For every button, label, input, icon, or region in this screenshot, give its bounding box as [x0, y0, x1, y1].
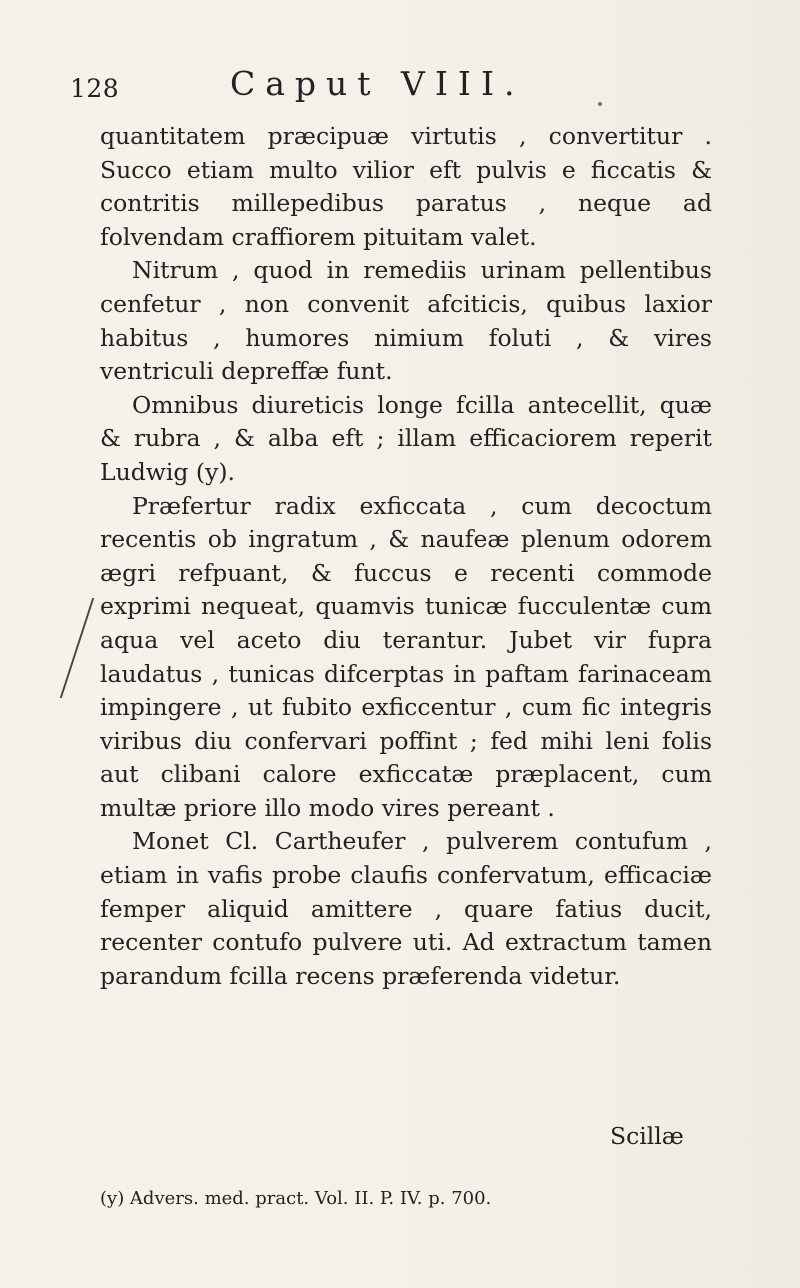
- body-text: [100, 120, 712, 993]
- margin-pen-stroke: [60, 598, 97, 698]
- page-number: 128: [70, 74, 120, 103]
- page-header: [0, 62, 800, 110]
- footnote: (y) Advers. med. pract. Vol. II. P. IV. p. 700.: [100, 1188, 492, 1209]
- paragraph-1: quantitatem præcipuæ virtutis , convertitur . Succo etiam multo vilior eft pulvis e ficcatis & contritis millepedibus paratus , neque ad folvendam craffiorem pituitam valet.: [100, 122, 712, 251]
- ink-speck: [598, 102, 602, 106]
- paragraph-3: Omnibus diureticis longe fcilla antecellit, quæ & rubra , & alba eft ; illam efficaciorem reperit Ludwig (y).: [100, 390, 712, 486]
- running-head: Caput VIII.: [230, 64, 525, 103]
- paragraph-5: Monet Cl. Cartheufer , pulverem contufum , etiam in vafis probe claufis confervatum, efficaciæ femper aliquid amittere , quare fatius ducit, recenter contufo pulvere uti. Ad extractum tamen parandum fcilla recens præferenda videtur.: [100, 827, 712, 990]
- paragraph-2: Nitrum , quod in remediis urinam pellentibus cenfetur , non convenit afciticis, quibus laxior habitus , humores nimium foluti , & vires ventriculi depreffæ funt.: [100, 256, 712, 386]
- catchword: Scillæ: [610, 1122, 684, 1150]
- paragraph-4: Præfertur radix exficcata , cum decoctum recentis ob ingratum , & naufeæ plenum odorem ægri refpuant, & fuccus e recenti commode exprimi nequeat, quamvis tunicæ fucculentæ cum aqua vel aceto diu terantur. Jubet vir fupra laudatus , tunicas difcerptas in paftam farinaceam impingere , ut fubito exficcentur , cum fic integris viribus diu confervari poffint ; fed mihi leni folis aut clibani calore exficcatæ præplacent, cum multæ priore illo modo vires pereant .: [100, 491, 712, 822]
